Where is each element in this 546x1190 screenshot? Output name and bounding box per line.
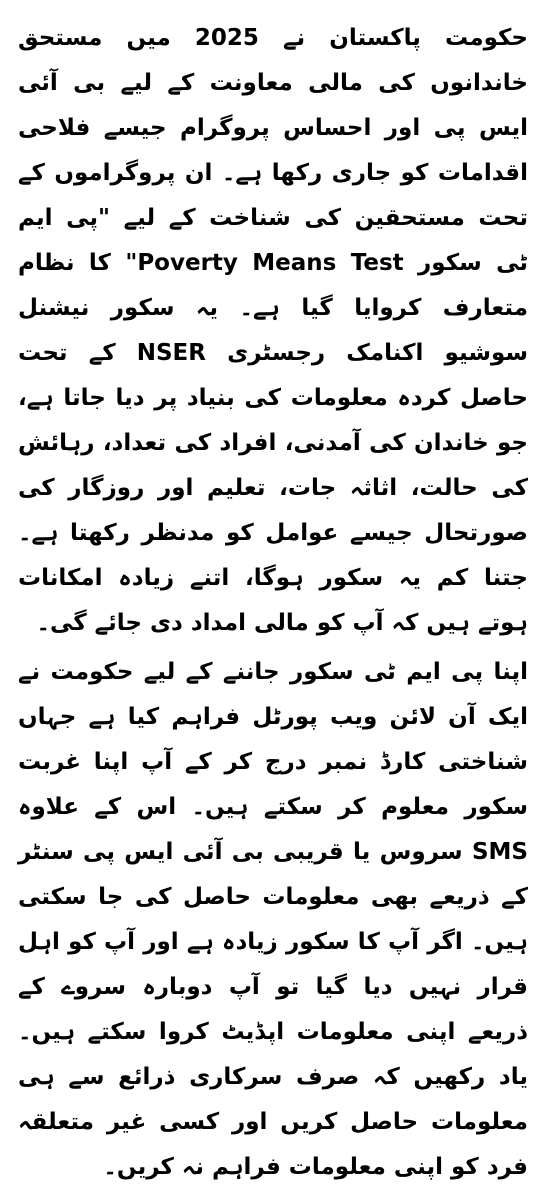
paragraph-pmt-score-intro: حکومت پاکستان نے 2025 میں مستحق خاندانوں کی مالی معاونت کے لیے بی آئی ایس پی اور احساس پروگرام جیسے فلاحی اقدامات کو جاری رکھا ہے۔ ان پروگراموں کے تحت مستحقین کی شناخت کے لیے "پی ایم ٹی سکور Poverty Means Test" کا نظام متعارف کروایا گیا ہے۔ یہ سکور نیشنل سوشیو اکنامک رجسٹری NSER کے تحت حاصل کردہ معلومات کی بنیاد پر دیا جاتا ہے، جو خاندان کی آمدنی، افراد کی تعداد، رہائش کی حالت، اثاثہ جات، تعلیم اور روزگار کی صورتحال جیسے عوامل کو مدنظر رکھتا ہے۔ جتنا کم یہ سکور ہوگا، اتنے زیادہ امکانات ہوتے ہیں کہ آپ کو مالی امداد دی جائے گی۔ [18,25,529,636]
paragraph-pmt-score-check: اپنا پی ایم ٹی سکور جاننے کے لیے حکومت نے ایک آن لائن ویب پورٹل فراہم کیا ہے جہاں شناختی کارڈ نمبر درج کر کے آپ اپنا غربت سکور معلوم کر سکتے ہیں۔ اس کے علاوہ SMS سروس یا قریبی بی آئی ایس پی سنٹر کے ذریعے بھی معلومات حاصل کی جا سکتی ہیں۔ اگر آپ کا سکور زیادہ ہے اور آپ کو اہل قرار نہیں دیا گیا تو آپ دوبارہ سروے کے ذریعے اپنی معلومات اپڈیٹ کروا سکتے ہیں۔ یاد رکھیں کہ صرف سرکاری ذرائع سے ہی معلومات حاصل کریں اور کسی غیر متعلقہ فرد کو اپنی معلومات فراہم نہ کریں۔ [18,659,528,1180]
article-body [18,16,528,1190]
